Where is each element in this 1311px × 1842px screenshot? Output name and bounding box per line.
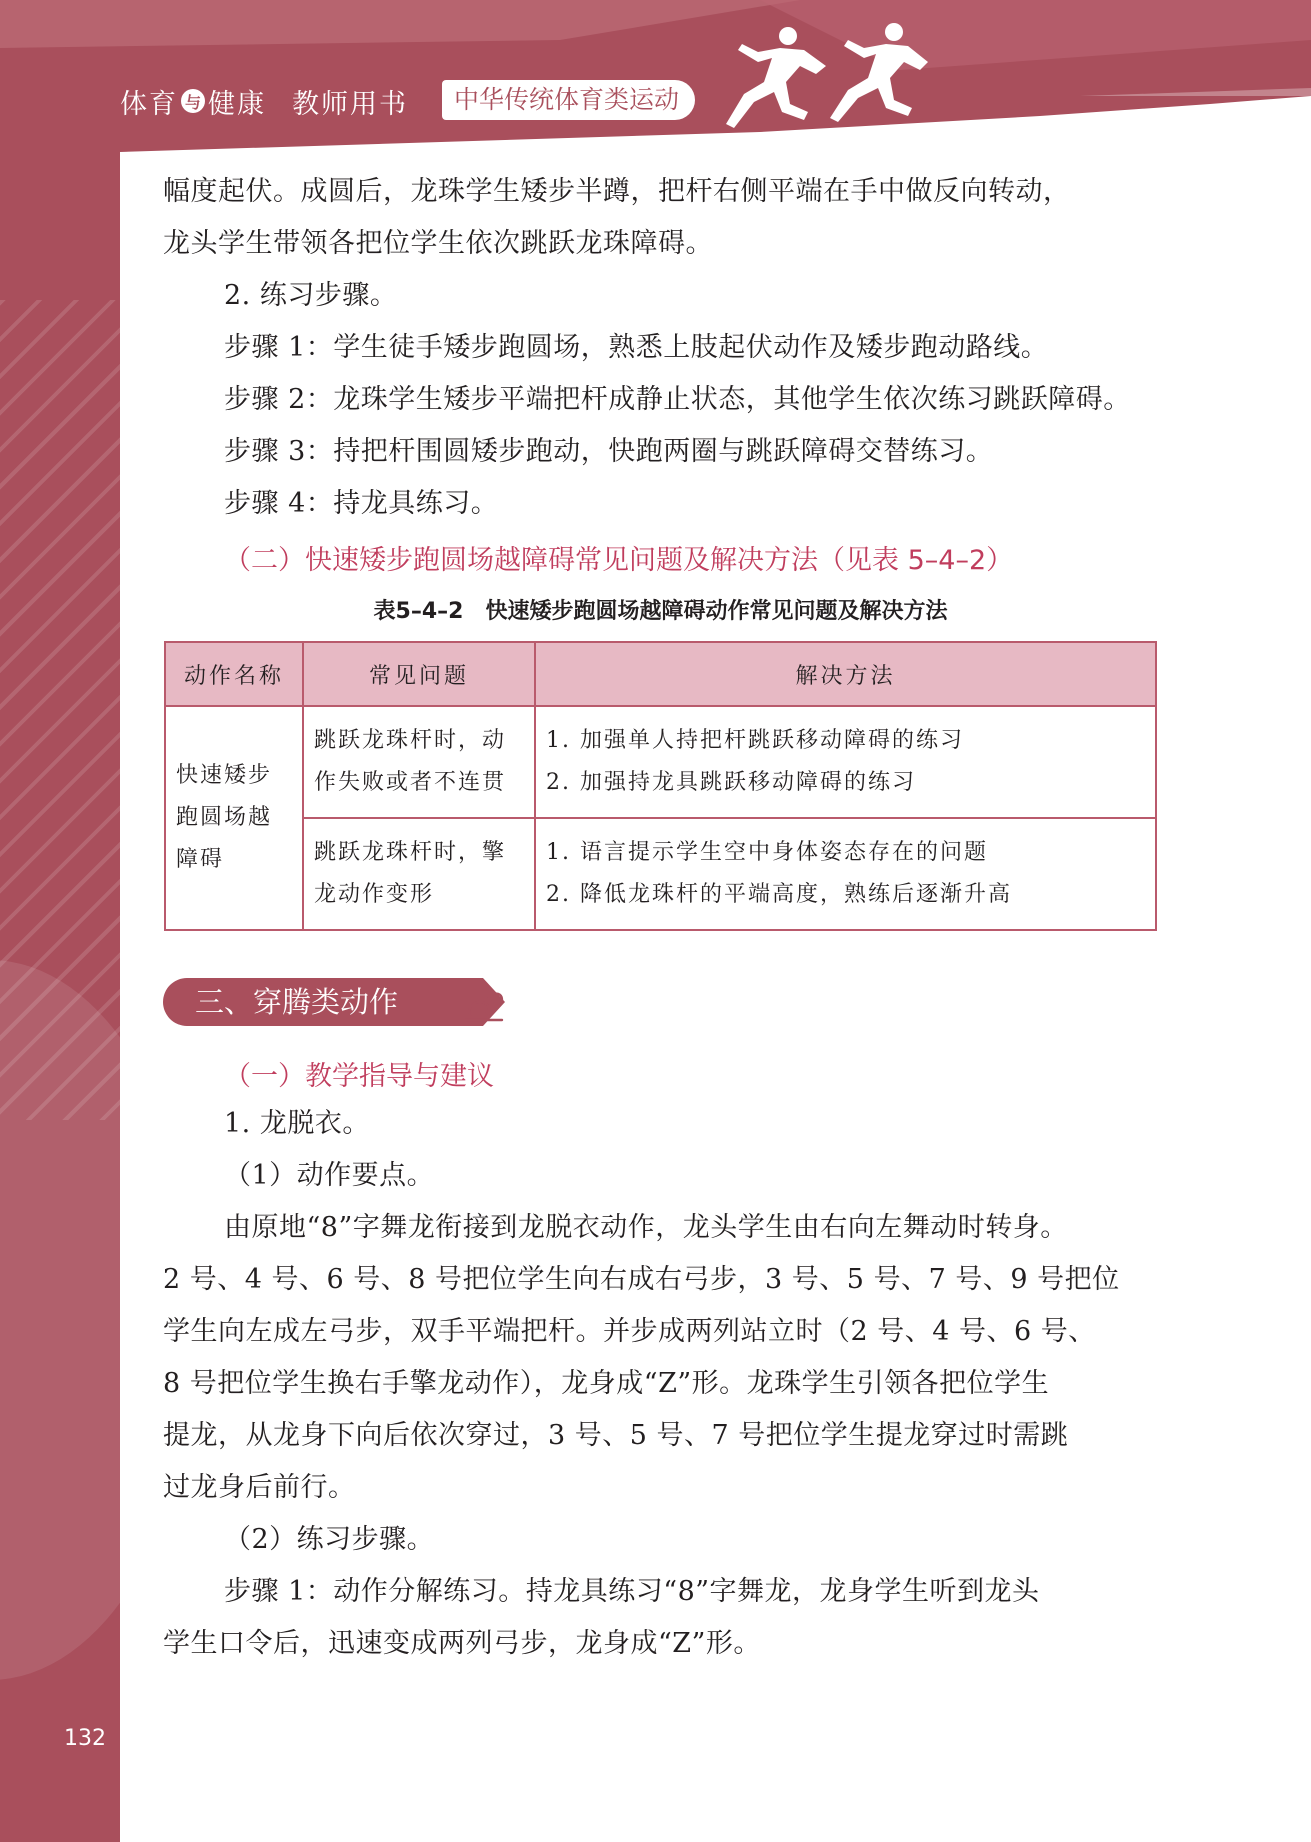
item-subheading: （2）练习步骤。 xyxy=(224,1524,435,1555)
book-title-part-2: 健康 xyxy=(208,88,266,120)
page-number: 132 xyxy=(64,1726,106,1751)
table-row xyxy=(165,818,1156,930)
header-action-name: 动作名称 xyxy=(165,642,303,706)
table-header-row xyxy=(165,642,1156,706)
book-title-amp: 与 xyxy=(181,89,205,113)
book-title-part-1: 体育 xyxy=(120,88,178,120)
paragraph-line: 学生向左成左弓步，双手平端把杆。并步成两列站立时（2 号、4 号、6 号、 xyxy=(163,1316,1096,1347)
book-title xyxy=(120,82,408,120)
subheading-problems: （二）快速矮步跑圆场越障碍常见问题及解决方法（见表 5–4–2） xyxy=(224,545,1014,576)
solution-line: 1. 加强单人持把杆跳跃移动障碍的练习 xyxy=(546,728,964,753)
cloud-scroll-icon xyxy=(462,980,508,1026)
problems-table xyxy=(164,641,1157,931)
paragraph-line: 幅度起伏。成圆后，龙珠学生矮步半蹲，把杆右侧平端在手中做反向转动， xyxy=(163,176,1071,207)
paragraph-line: 提龙，从龙身下向后依次穿过，3 号、5 号、7 号把位学生提龙穿过时需跳 xyxy=(163,1420,1069,1451)
steps-heading: 2. 练习步骤。 xyxy=(224,280,398,311)
paragraph-line: 学生口令后，迅速变成两列弓步，龙身成“Z”形。 xyxy=(163,1628,761,1659)
step-4: 步骤 4：持龙具练习。 xyxy=(224,488,499,519)
paragraph-line: 步骤 1：动作分解练习。持龙具练习“8”字舞龙，龙身学生听到龙头 xyxy=(224,1576,1040,1607)
paragraph-line: 过龙身后前行。 xyxy=(163,1472,356,1503)
problem-cell: 跳跃龙珠杆时，擎龙动作变形 xyxy=(303,818,535,930)
item-subheading: （1）动作要点。 xyxy=(224,1160,435,1191)
action-name-cell: 快速矮步跑圆场越障碍 xyxy=(165,706,303,930)
book-subtitle: 教师用书 xyxy=(292,88,408,120)
step-1: 步骤 1：学生徒手矮步跑圆场，熟悉上肢起伏动作及矮步跑动路线。 xyxy=(224,332,1049,363)
step-2: 步骤 2：龙珠学生矮步平端把杆成静止状态，其他学生依次练习跳跃障碍。 xyxy=(224,384,1131,415)
chapter-label: 中华传统体育类运动 xyxy=(442,80,695,120)
paragraph-line: 2 号、4 号、6 号、8 号把位学生向右成右弓步，3 号、5 号、7 号、9 号把位 xyxy=(163,1264,1120,1295)
solution-line: 2. 降低龙珠杆的平端高度，熟练后逐渐升高 xyxy=(546,882,1012,907)
step-3: 步骤 3：持把杆围圆矮步跑动，快跑两圈与跳跃障碍交替练习。 xyxy=(224,436,994,467)
left-decorative-band xyxy=(0,0,120,1842)
decorative-circle xyxy=(0,960,120,1680)
paragraph-line: 龙头学生带领各把位学生依次跳跃龙珠障碍。 xyxy=(163,228,713,259)
header-solution: 解决方法 xyxy=(535,642,1156,706)
solution-cell xyxy=(535,706,1156,818)
header-common-problem: 常见问题 xyxy=(303,642,535,706)
solution-line: 1. 语言提示学生空中身体姿态存在的问题 xyxy=(546,840,988,865)
paragraph-line: 8 号把位学生换右手擎龙动作），龙身成“Z”形。龙珠学生引领各把位学生 xyxy=(163,1368,1050,1399)
section-title: 三、穿腾类动作 xyxy=(163,978,483,1026)
paragraph-line: 由原地“8”字舞龙衔接到龙脱衣动作，龙头学生由右向左舞动时转身。 xyxy=(224,1212,1068,1243)
solution-cell xyxy=(535,818,1156,930)
runner-icon xyxy=(700,20,930,140)
table-caption: 表5–4–2 快速矮步跑圆场越障碍动作常见问题及解决方法 xyxy=(373,599,948,624)
table-row xyxy=(165,706,1156,818)
subheading-teaching: （一）教学指导与建议 xyxy=(224,1061,494,1092)
item-heading: 1. 龙脱衣。 xyxy=(224,1108,370,1139)
problem-cell: 跳跃龙珠杆时，动作失败或者不连贯 xyxy=(303,706,535,818)
solution-line: 2. 加强持龙具跳跃移动障碍的练习 xyxy=(546,770,916,795)
